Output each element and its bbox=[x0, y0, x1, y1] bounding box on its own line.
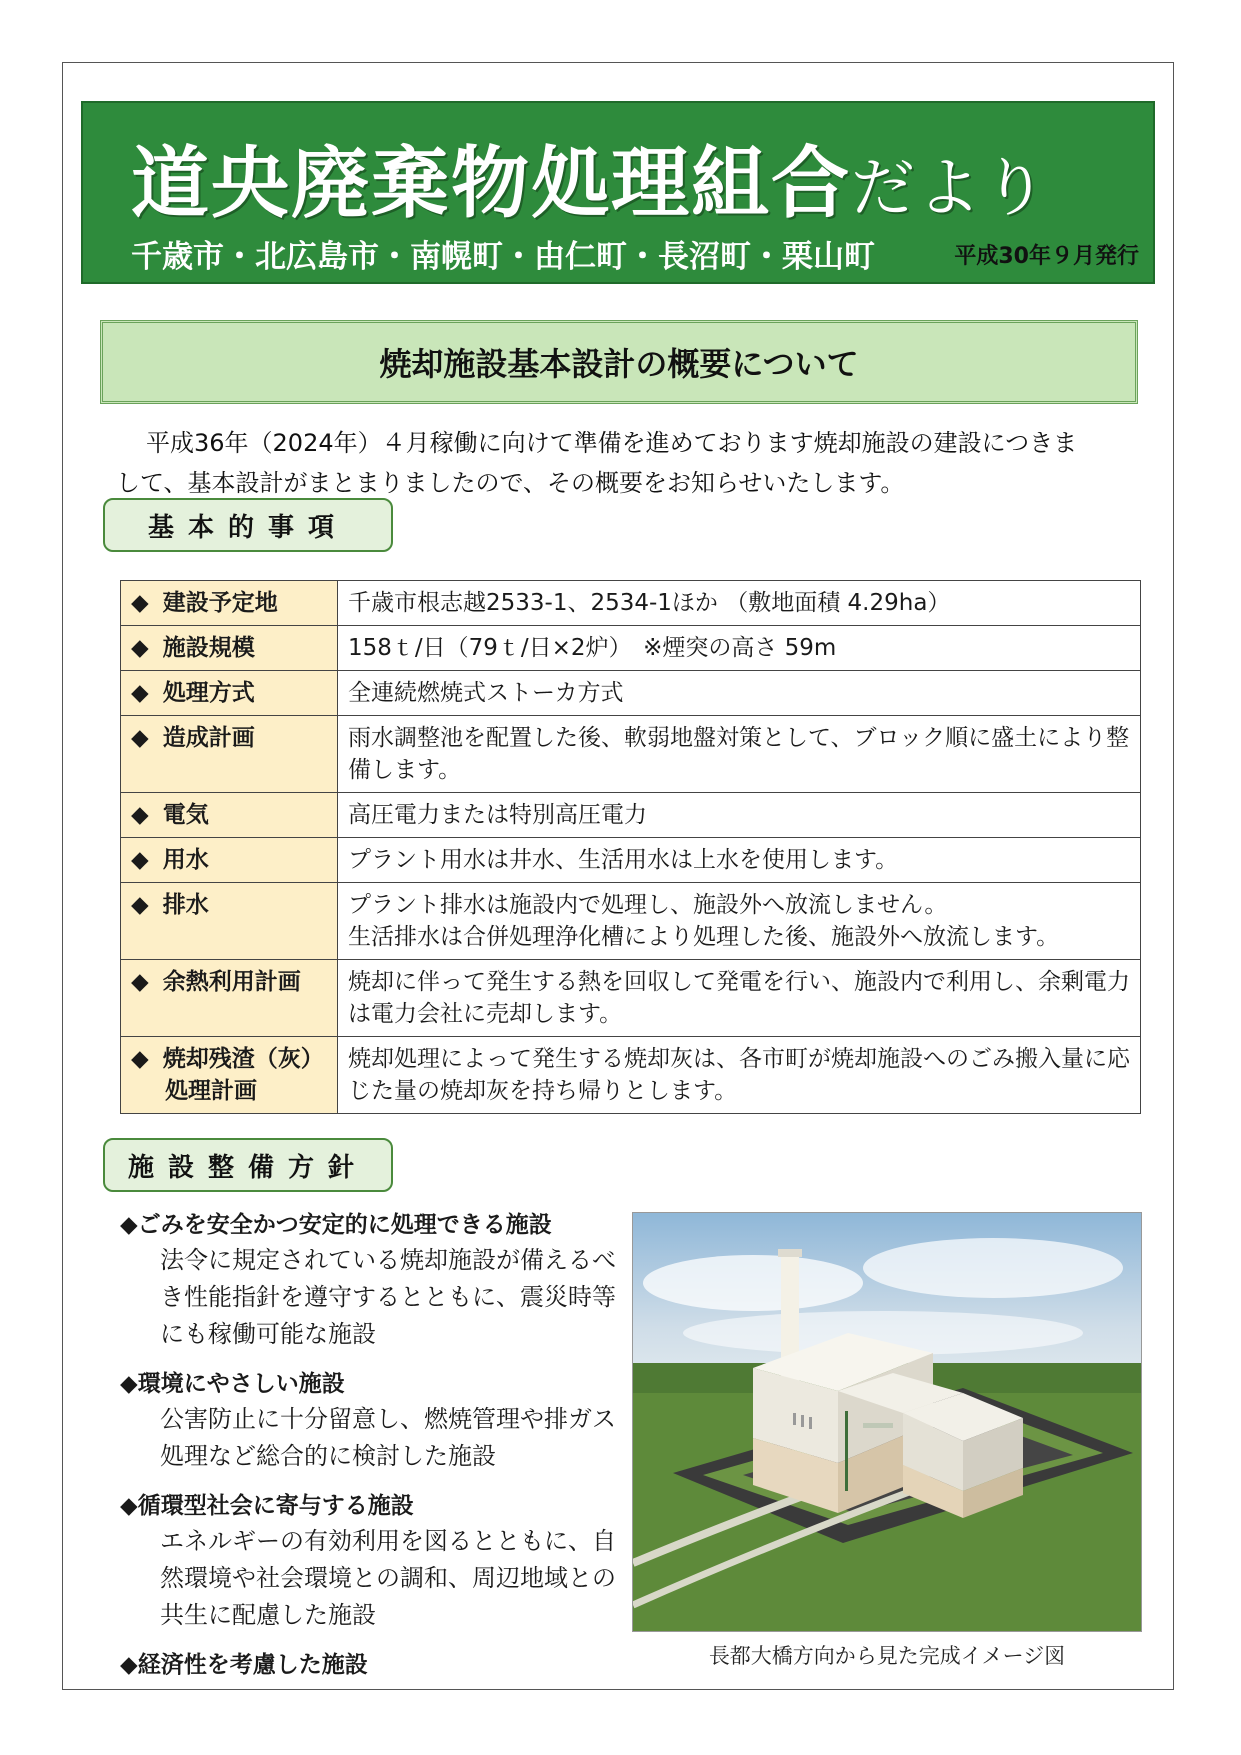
facility-rendering-image bbox=[632, 1212, 1142, 1632]
list-item: ◆経済性を考慮した施設 bbox=[120, 1652, 368, 1678]
newsletter-title: 道央廃棄物処理組合だより bbox=[131, 139, 1050, 229]
table-row: ◆ 電気 高圧電力または特別高圧電力 bbox=[121, 793, 1141, 838]
section-title: 焼却施設基本設計の概要について bbox=[100, 320, 1138, 404]
table-row: ◆ 排水 プラント排水は施設内で処理し、施設外へ放流しません。 生活排水は合併処理浄化槽により処理した後、施設外へ放流します。 bbox=[121, 883, 1141, 960]
diamond-bullet-icon: ◆ bbox=[131, 1046, 149, 1072]
table-row: ◆ 用水 プラント用水は井水、生活用水は上水を使用します。 bbox=[121, 838, 1141, 883]
basics-table bbox=[120, 580, 1141, 1114]
diamond-bullet-icon: ◆ bbox=[131, 635, 149, 661]
diamond-bullet-icon: ◆ bbox=[131, 847, 149, 873]
member-municipalities: 千歳市・北広島市・南幌町・由仁町・長沼町・栗山町 bbox=[131, 239, 875, 275]
intro-paragraph: 平成36年（2024年）４月稼働に向けて準備を進めております焼却施設の建設につきま して、基本設計がまとまりましたので、その概要をお知らせいたします。 bbox=[116, 429, 1078, 497]
diamond-bullet-icon: ◆ bbox=[131, 680, 149, 706]
issue-date: 平成30年９月発行 bbox=[954, 244, 1139, 269]
basics-heading: 基本的事項 bbox=[103, 498, 393, 552]
diamond-bullet-icon: ◆ bbox=[131, 725, 149, 751]
table-row: ◆ 建設予定地 千歳市根志越2533-1、2534-1ほか （敷地面積 4.29ha） bbox=[121, 581, 1141, 626]
diamond-bullet-icon: ◆ bbox=[131, 802, 149, 828]
table-row: ◆ 処理方式 全連続燃焼式ストーカ方式 bbox=[121, 671, 1141, 716]
list-item: ◆環境にやさしい施設 公害防止に十分留意し、燃焼管理や排ガス処理など総合的に検討した施設 bbox=[120, 1371, 616, 1470]
policy-heading: 施設整備方針 bbox=[103, 1138, 393, 1192]
list-item: ◆循環型社会に寄与する施設 エネルギーの有効利用を図るとともに、自然環境や社会環境との調和、周辺地域との共生に配慮した施設 bbox=[120, 1493, 616, 1629]
diamond-bullet-icon: ◆ bbox=[131, 969, 149, 995]
table-row: ◆ 造成計画 雨水調整池を配置した後、軟弱地盤対策として、ブロック順に盛土により整備します。 bbox=[121, 716, 1141, 793]
diamond-bullet-icon: ◆ bbox=[131, 892, 149, 918]
table-row: ◆ 焼却残渣（灰） 処理計画 焼却処理によって発生する焼却灰は、各市町が焼却施設へのごみ搬入量に応じた量の焼却灰を持ち帰りとします。 bbox=[121, 1037, 1141, 1114]
list-item: ◆ごみを安全かつ安定的に処理できる施設 法令に規定されている焼却施設が備えるべき性能指針を遵守するとともに、震災時等にも稼働可能な施設 bbox=[120, 1212, 616, 1348]
image-caption: 長都大橋方向から見た完成イメージ図 bbox=[708, 1644, 1066, 1668]
table-row: ◆ 施設規模 158ｔ/日（79ｔ/日×2炉） ※煙突の高さ 59m bbox=[121, 626, 1141, 671]
diamond-bullet-icon: ◆ bbox=[131, 590, 149, 616]
table-row: ◆ 余熱利用計画 焼却に伴って発生する熱を回収して発電を行い、施設内で利用し、余剰電力は電力会社に売却します。 bbox=[121, 960, 1141, 1037]
masthead bbox=[81, 101, 1155, 284]
policy-list bbox=[120, 1208, 620, 1696]
